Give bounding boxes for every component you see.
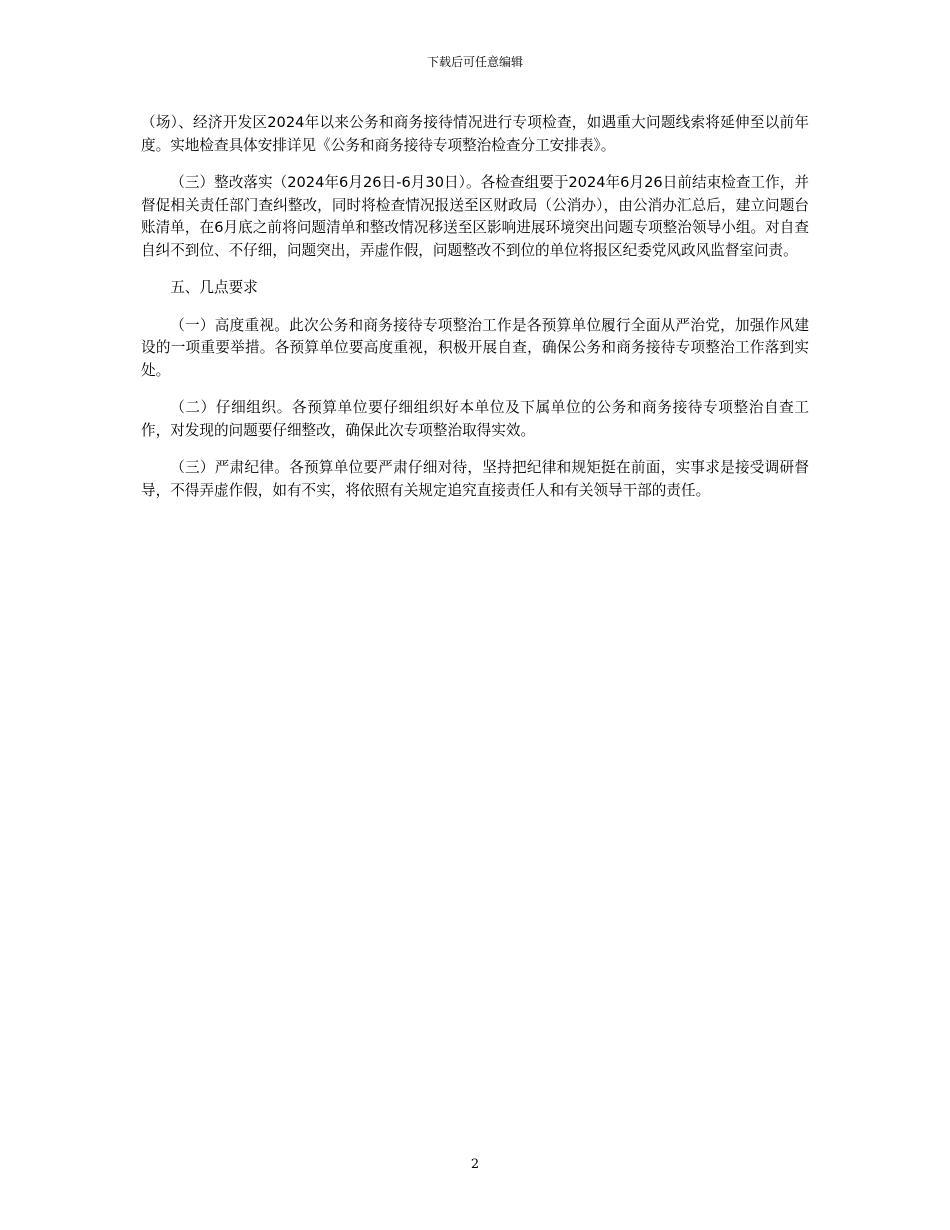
paragraph-high-attention: （一）高度重视。此次公务和商务接待专项整治工作是各预算单位履行全面从严治党，加强作风建设的一项重要举措。各预算单位要高度重视，积极开展自查，确保公务和商务接待专项整治工作落到实处。 <box>141 316 809 379</box>
paragraph-careful-organization: （二）仔细组织。各预算单位要仔细组织好本单位及下属单位的公务和商务接待专项整治自查工作，对发现的问题要仔细整改，确保此次专项整治取得实效。 <box>141 399 809 439</box>
paragraph-rectification: （三）整改落实（2024年6月26日-6月30日）。各检查组要于2024年6月26日前结束检查工作，并督促相关责任部门查纠整改，同时将检查情况报送至区财政局（公消办），由公消办汇总后，建立问题台账清单，在6月底之前将问题清单和整改情况移送至区影响进展环境突出问题专项整治领导小组。对自查自纠不到位、不仔细，问题突出，弄虚作假，问题整改不到位的单位将报区纪委党风政风监督室问责。 <box>141 174 809 259</box>
paragraph-strict-discipline: （三）严肃纪律。各预算单位要严肃仔细对待，坚持把纪律和规矩挺在前面，实事求是接受调研督导，不得弄虚作假，如有不实，将依照有关规定追究直接责任人和有关领导干部的责任。 <box>141 459 809 499</box>
page-number: 2 <box>470 1157 480 1172</box>
section-heading-requirements: 五、几点要求 <box>170 279 258 296</box>
document-body <box>141 112 809 517</box>
paragraph-inspection-scope: （场）、经济开发区2024年以来公务和商务接待情况进行专项检查，如遇重大问题线索将延伸至以前年度。实地检查具体安排详见《公务和商务接待专项整治检查分工安排表》。 <box>141 114 809 154</box>
page-header: 下载后可任意编辑 <box>426 55 523 69</box>
